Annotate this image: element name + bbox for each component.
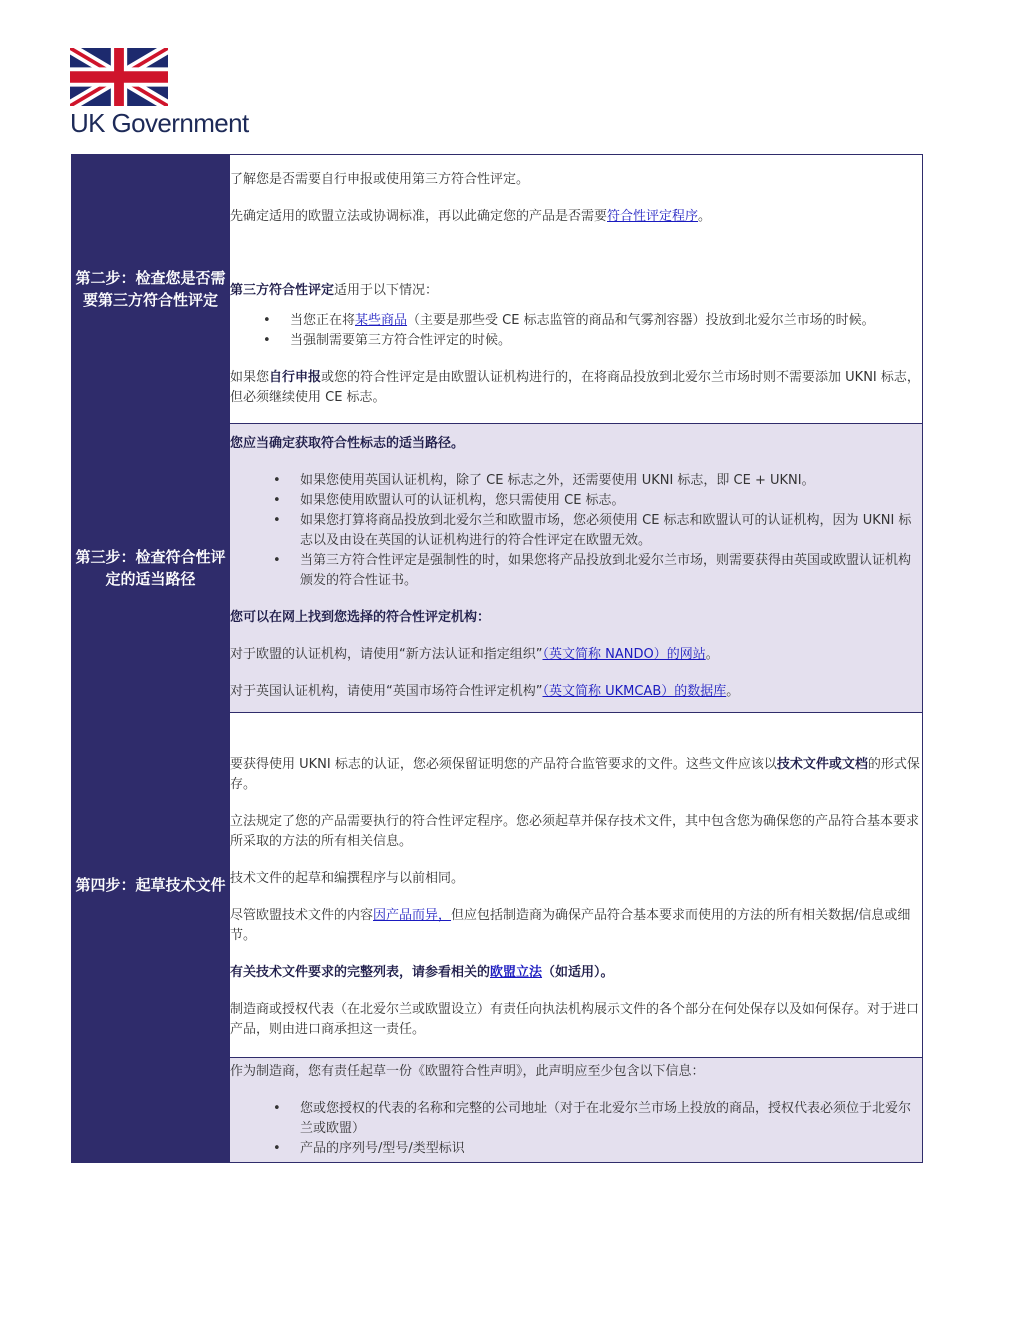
step4-content <box>230 713 923 1058</box>
step4-same-process: 技术文件的起草和编撰程序与以前相同。 <box>230 870 465 886</box>
conformity-procedure-link[interactable]: 符合性评定程序 <box>607 209 699 224</box>
step3-heading: 您应当确定获取符合性标志的适当路径。 <box>230 436 465 451</box>
step3-row <box>71 424 923 713</box>
step3-list <box>230 471 922 591</box>
step3-eu-bodies: 对于欧盟的认证机构，请使用“新方法认证和指定组织”（英文简称 NANDO）的网站。 <box>230 647 719 662</box>
step5-row <box>71 1058 923 1163</box>
step4-title: 第四步：起草技术文件 <box>71 713 230 1058</box>
varies-by-product-link[interactable]: 因产品而异， <box>373 907 452 923</box>
step2-legislation: 先确定适用的欧盟立法或协调标准，再以此确定您的产品是否需要符合性评定程序。 <box>230 209 712 224</box>
step3-uk-bodies: 对于英国认证机构，请使用“英国市场符合性评定机构”（英文简称 UKMCAB）的数据库。 <box>230 684 740 699</box>
step2-row <box>71 155 923 424</box>
step2-list <box>230 311 922 351</box>
step4-row <box>71 713 923 1058</box>
logo-wordmark: UK Government <box>70 108 249 138</box>
nando-link[interactable]: （英文简称 NANDO）的网站 <box>542 647 706 662</box>
step5-list <box>230 1099 922 1159</box>
list-item: • 如果您打算将商品投放到北爱尔兰和欧盟市场，您必须使用 CE 标志和欧盟认可的认证机构，因为 UKNI 标志以及由设在英国的认证机构进行的符合性评定在欧盟无效。 <box>300 511 922 551</box>
step2-self-declare: 如果您自行申报或您的符合性评定是由欧盟认证机构进行的，在将商品投放到北爱尔兰市场时则不需要添加 UKNI 标志，但必须继续使用 CE 标志。 <box>230 370 920 405</box>
step4-responsibility: 制造商或授权代表（在北爱尔兰或欧盟设立）有责任向执法机构展示文件的各个部分在何处保存以及如何保存。对于进口产品，则由进口商承担这一责任。 <box>230 1001 920 1037</box>
eu-legislation-link[interactable]: 欧盟立法 <box>490 964 543 980</box>
list-item: • 当第三方符合性评定是强制性的时，如果您将产品投放到北爱尔兰市场，则需要获得由英国或欧盟认证机构颁发的符合性证书。 <box>300 551 922 591</box>
list-item: • 如果您使用英国认证机构，除了 CE 标志之外，还需要使用 UKNI 标志，即 CE + UKNI。 <box>300 471 922 491</box>
step5-title <box>71 1058 230 1163</box>
steps-table <box>71 154 923 1163</box>
step3-content <box>230 424 923 713</box>
uk-government-logo <box>70 48 280 140</box>
step2-intro: 了解您是否需要自行申报或使用第三方符合性评定。 <box>230 172 530 187</box>
union-flag-icon <box>70 48 168 106</box>
step3-title: 第三步：检查符合性评定的适当路径 <box>71 424 230 713</box>
step4-requirements: 有关技术文件要求的完整列表，请参看相关的欧盟立法（如适用）。 <box>230 964 614 980</box>
step4-contents: 尽管欧盟技术文件的内容因产品而异，但应包括制造商为确保产品符合基本要求而使用的方法的所有相关数据/信息或细节。 <box>230 907 911 943</box>
step2-content <box>230 155 923 424</box>
step2-title: 第二步：检查您是否需要第三方符合性评定 <box>71 155 230 424</box>
step4-legislation: 立法规定了您的产品需要执行的符合性评定程序。您必须起草并保存技术文件，其中包含您为确保您的产品符合基本要求所采取的方法的所有相关信息。 <box>230 813 920 849</box>
list-item: • 您或您授权的代表的名称和完整的公司地址（对于在北爱尔兰市场上投放的商品，授权代表必须位于北爱尔兰或欧盟） <box>300 1099 922 1139</box>
step3-find-bodies: 您可以在网上找到您选择的符合性评定机构： <box>230 610 491 625</box>
step5-content <box>230 1058 923 1163</box>
certain-goods-link[interactable]: 某些商品 <box>355 313 408 328</box>
list-item: • 产品的序列号/型号/类型标识 <box>300 1139 922 1159</box>
list-item: • 如果您使用欧盟认可的认证机构，您只需使用 CE 标志。 <box>300 491 922 511</box>
step4-keep-docs: 要获得使用 UKNI 标志的认证，您必须保留证明您的产品符合监管要求的文件。这些文件应该以技术文件或文档的形式保存。 <box>230 756 920 792</box>
list-item: • 当强制需要第三方符合性评定的时候。 <box>290 331 922 351</box>
list-item: • 当您正在将某些商品（主要是那些受 CE 标志监管的商品和气雾剂容器）投放到北爱尔兰市场的时候。 <box>290 311 922 331</box>
ukmcab-link[interactable]: （英文简称 UKMCAB）的数据库 <box>542 684 727 699</box>
step5-intro: 作为制造商，您有责任起草一份《欧盟符合性声明》，此声明应至少包含以下信息： <box>230 1063 705 1079</box>
step2-third-party: 第三方符合性评定适用于以下情况： <box>230 283 439 298</box>
